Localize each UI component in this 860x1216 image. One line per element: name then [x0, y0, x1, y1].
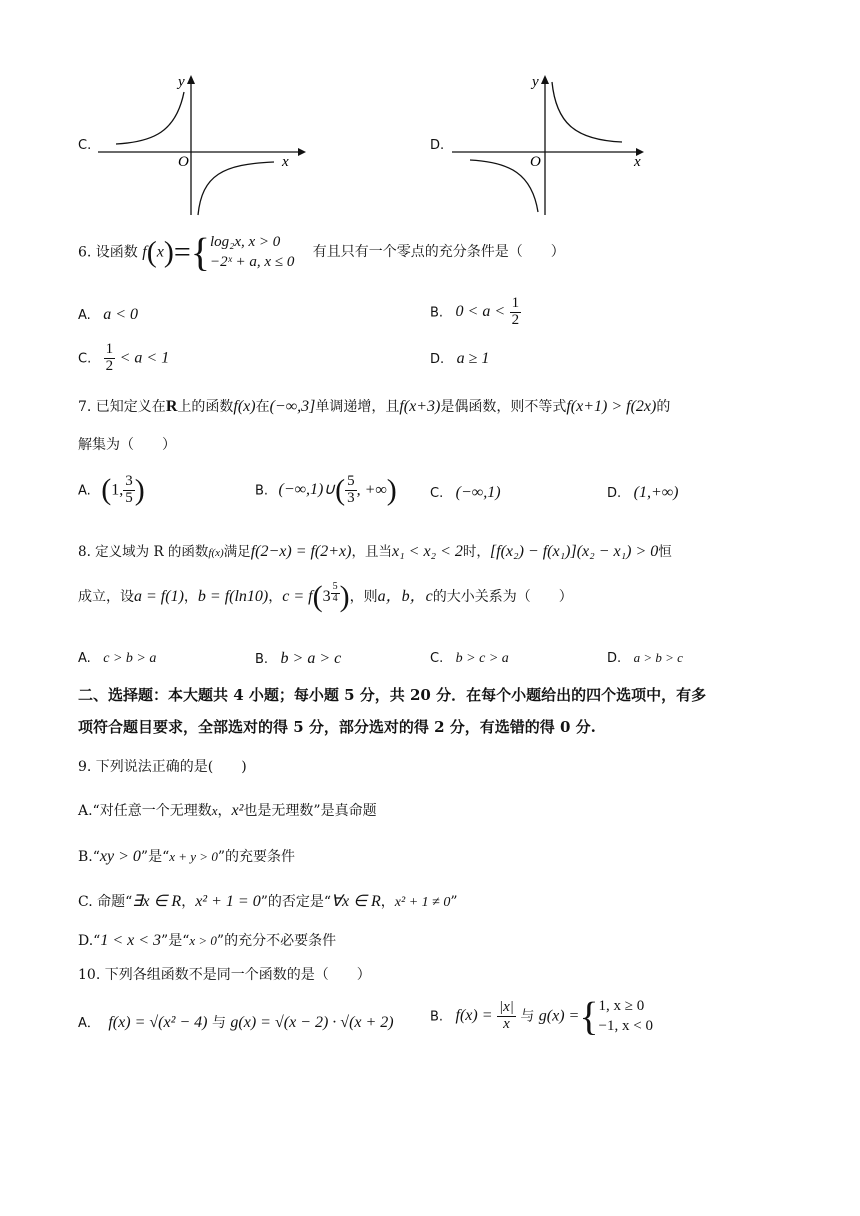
option-d-label: D. [430, 138, 445, 153]
question-9-option-d[interactable]: D.“1 < x < 3”是“x > 0”的充分不必要条件 [78, 932, 337, 949]
question-8-option-c[interactable]: C. b > c > a [430, 651, 509, 666]
question-7-option-d[interactable]: D. (1,+∞) [607, 484, 679, 501]
question-7-option-c[interactable]: C. (−∞,1) [430, 484, 501, 501]
question-7-stem-line2: 解集为（ ） [78, 437, 176, 453]
origin-label-d: O [530, 154, 541, 170]
fraction-one-half: $\frac{1}{2}$ [511, 295, 520, 328]
question-10-stem: 10. 下列各组函数不是同一个函数的是（ ） [78, 967, 371, 983]
section-2-heading-line2: 项符合题目要求，全部选对的得 5 分，部分选对的得 2 分，有选错的得 0 分. [78, 718, 596, 736]
question-6-option-b[interactable]: B. 0 < a < $\frac{1}{2}$ [430, 295, 520, 328]
y-axis-label-d: y [532, 74, 539, 90]
question-6-option-d[interactable]: D. a ≥ 1 [430, 350, 490, 367]
origin-label-c: O [178, 154, 189, 170]
fraction-one-half: $\frac{1}{2}$ [105, 341, 114, 374]
question-8-option-a[interactable]: A. c > b > a [78, 651, 157, 666]
graph-c [98, 70, 318, 220]
y-axis-label-c: y [178, 74, 185, 90]
question-9-stem: 9. 下列说法正确的是( ) [78, 759, 247, 775]
graph-d [452, 70, 672, 220]
question-8-stem-line1: 8. 定义域为 R 的函数f(x)满足f(2−x) = f(2+x)，且当x₁ < x₂ < 2时，[f(x₂) − f(x₁)](x₂ − x₁) > 0恒 [78, 543, 672, 560]
question-10-option-a[interactable]: A． f(x) = √(x² − 4) 与 g(x) = √(x − 2) · √(x + 2) [78, 1014, 394, 1031]
question-7-option-b[interactable]: B. (−∞,1)∪( $\frac{5}{3}$ , +∞) [255, 473, 397, 507]
question-8-option-d[interactable]: D. a > b > c [607, 650, 683, 666]
question-10-option-b[interactable]: B. f(x) = $\frac{|x|}{x}$ 与 g(x) ={ 1, x ≥ 0 −1, x < 0 [430, 993, 653, 1039]
x-axis-label-c: x [282, 154, 289, 170]
question-7-option-a[interactable]: A. (1, $\frac{3}{5}$ ) [78, 473, 145, 507]
question-8-stem-line2: 成立，设a = f(1)，b = f(ln10)，c = f(3 $^{\frac{5}{4}}$ )，则a，b，c的大小关系为（ ） [78, 580, 573, 613]
x-axis-label-d: x [634, 154, 641, 170]
question-8-option-b[interactable]: B. b > a > c [255, 650, 342, 667]
question-6-option-c[interactable]: C. $\frac{1}{2}$ < a < 1 [78, 341, 170, 374]
question-6-option-a[interactable]: A. a < 0 [78, 306, 139, 323]
question-7-stem-line1: 7. 已知定义在R上的函数f(x)在(−∞,3]单调递增，且f(x+3)是偶函数，则不等式f(x+1) > f(2x)的 [78, 398, 671, 415]
question-9-option-c[interactable]: C. 命题“∃x ∈ R，x² + 1 = 0”的否定是“∀x ∈ R，x² + 1 ≠ 0” [78, 893, 458, 910]
question-6-stem: 6. 设函数 f(x)={ log₂x, x > 0 −2ˣ + a, x ≤ 0 有且只有一个零点的充分条件是（ ） [78, 229, 565, 275]
question-9-option-b[interactable]: B.“xy > 0”是“x + y > 0”的充要条件 [78, 848, 295, 865]
section-2-heading-line1: 二、选择题：本大题共 4 小题；每小题 5 分，共 20 分．在每个小题给出的四个选项中，有多 [78, 686, 707, 704]
question-9-option-a[interactable]: A.“对任意一个无理数x，x²也是无理数”是真命题 [78, 802, 377, 819]
piecewise-cases: log₂x, x > 0 −2ˣ + a, x ≤ 0 [209, 234, 295, 271]
option-c-label: C. [78, 138, 92, 153]
